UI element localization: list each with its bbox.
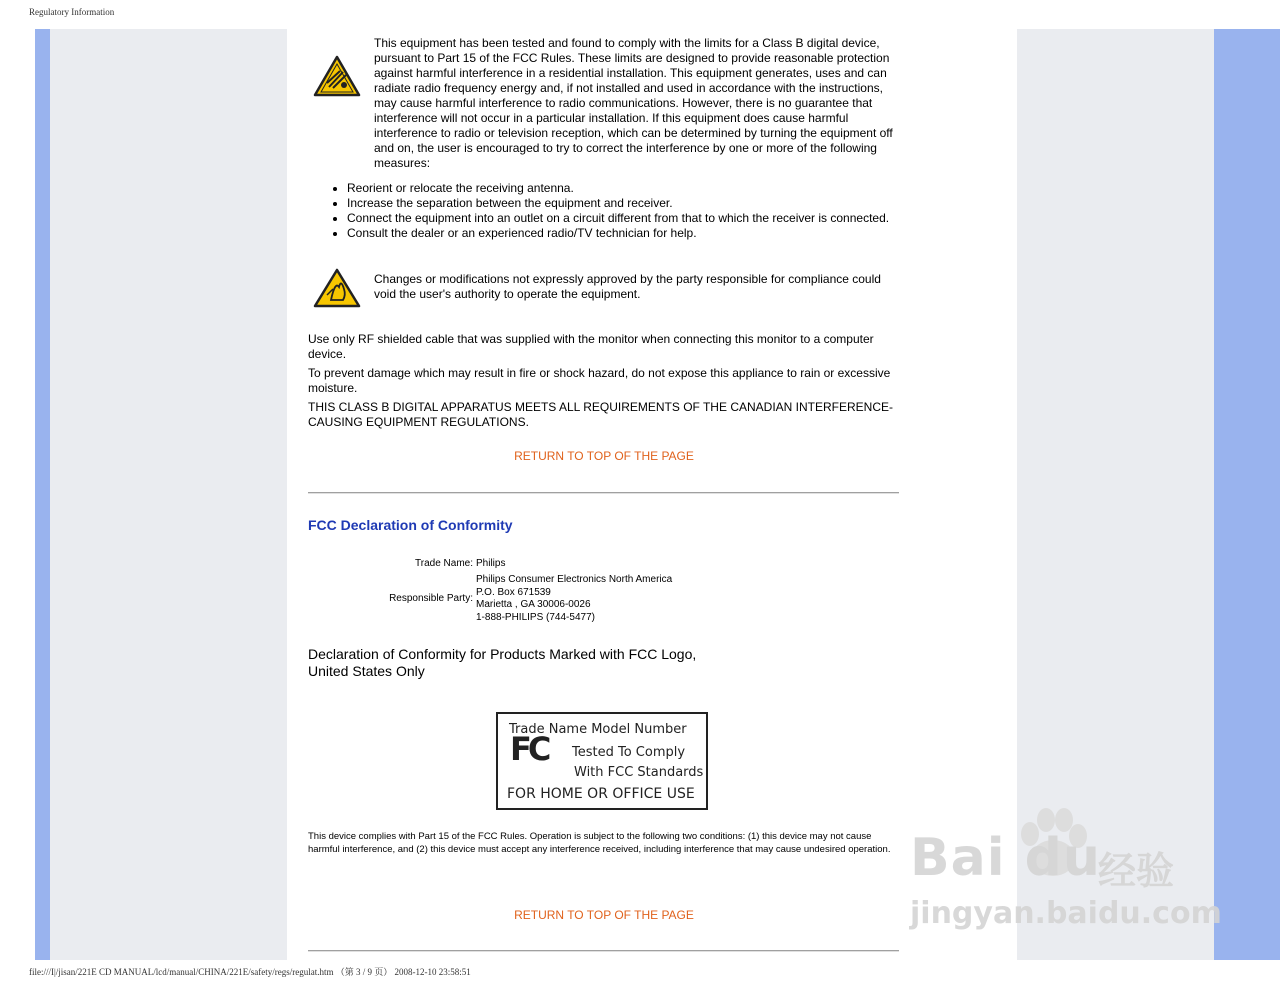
fcc-logo-bottom-text: FOR HOME OR OFFICE USE bbox=[507, 786, 695, 802]
fcc-class-b-statement: This equipment has been tested and found to comply with the limits for a Class B digital device, pursuant to Part 15 of the FCC Rules. These limits are designed to provide reasonable protection against harmful interference in a residential installation. This equipment generates, uses and can radiate radio frequency energy and, if not installed and used in accordance with the instructions, may cause harmful interference to radio communications. However, there is no guarantee that interference will not occur in a particular installation. If this equipment does cause harmful interference to radio or television reception, which can be determined by turning the equipment off and on, the user is encouraged to try to correct the interference by one or more of the following measures: bbox=[374, 36, 893, 170]
trade-name-value: Philips bbox=[476, 558, 506, 569]
declaration-line: United States Only bbox=[308, 663, 425, 679]
rf-cable-note: Use only RF shielded cable that was supplied with the monitor when connecting this monitor to a computer device. bbox=[308, 332, 874, 361]
address-line: Marietta , GA 30006-0026 bbox=[476, 599, 591, 610]
fcc-mark: FC bbox=[510, 730, 548, 768]
warning-triangle-icon bbox=[313, 54, 361, 98]
declaration-heading bbox=[308, 646, 696, 680]
warning-triangle-icon bbox=[313, 267, 361, 309]
interference-measures-list bbox=[308, 181, 939, 241]
address-line: 1-888-PHILIPS (744-5477) bbox=[476, 611, 595, 623]
responsible-party-value bbox=[476, 574, 672, 624]
fcc-logo-line: With FCC Standards bbox=[574, 765, 704, 780]
return-to-top-link[interactable]: RETURN TO TOP OF THE PAGE bbox=[514, 908, 694, 922]
print-footer: file:///I|/jisan/221E CD MANUAL/lcd/manual/CHINA/221E/safety/regs/regulat.htm （第 3 / 9 页） 2008-12-10 23:58:51 bbox=[29, 967, 471, 977]
left-blue-column bbox=[35, 29, 50, 960]
trade-name-label: Trade Name: bbox=[415, 558, 473, 569]
watermark-brand: Bai du bbox=[910, 828, 1101, 888]
canadian-compliance: THIS CLASS B DIGITAL APPARATUS MEETS ALL REQUIREMENTS OF THE CANADIAN INTERFERENCE-CAUSING EQUIPMENT REGULATIONS. bbox=[308, 400, 893, 429]
print-header: Regulatory Information bbox=[29, 7, 115, 17]
watermark-url: jingyan.baidu.com bbox=[910, 896, 1222, 931]
return-to-top-link[interactable]: RETURN TO TOP OF THE PAGE bbox=[514, 449, 694, 463]
list-item: • Consult the dealer or an experienced radio/TV technician for help. bbox=[347, 226, 939, 241]
list-item: • Reorient or relocate the receiving antenna. bbox=[347, 181, 939, 196]
address-line: Philips Consumer Electronics North America bbox=[476, 574, 673, 585]
watermark-chinese: 经验 bbox=[1098, 849, 1175, 893]
baidu-watermark bbox=[908, 800, 1222, 940]
part15-compliance-text: This device complies with Part 15 of the FCC Rules. Operation is subject to the following two conditions: (1) this device may not cause harmful interference, and (2) this device must accept any interference received, including interference that may cause undesired operation. bbox=[308, 831, 891, 855]
section-title: FCC Declaration of Conformity bbox=[308, 517, 513, 533]
divider bbox=[308, 950, 899, 952]
moisture-warning: To prevent damage which may result in fire or shock hazard, do not expose this appliance to rain or excessive moisture. bbox=[308, 366, 891, 395]
list-item: • Increase the separation between the equipment and receiver. bbox=[347, 196, 939, 211]
address-line: P.O. Box 671539 bbox=[476, 586, 551, 598]
fcc-logo-top-text: Trade Name Model Number bbox=[509, 722, 687, 737]
divider bbox=[308, 492, 899, 494]
responsible-party-label: Responsible Party: bbox=[389, 593, 473, 604]
left-grey-column bbox=[50, 29, 287, 960]
declaration-line: Declaration of Conformity for Products Marked with FCC Logo, bbox=[308, 646, 697, 662]
list-item: • Connect the equipment into an outlet on a circuit different from that to which the receiver is connected. bbox=[347, 211, 939, 226]
fcc-logo bbox=[496, 712, 708, 810]
right-blue-column bbox=[1214, 29, 1280, 960]
modifications-warning: Changes or modifications not expressly approved by the party responsible for compliance could void the user's authority to operate the equipment. bbox=[374, 272, 881, 301]
fcc-logo-line: Tested To Comply bbox=[572, 745, 686, 760]
